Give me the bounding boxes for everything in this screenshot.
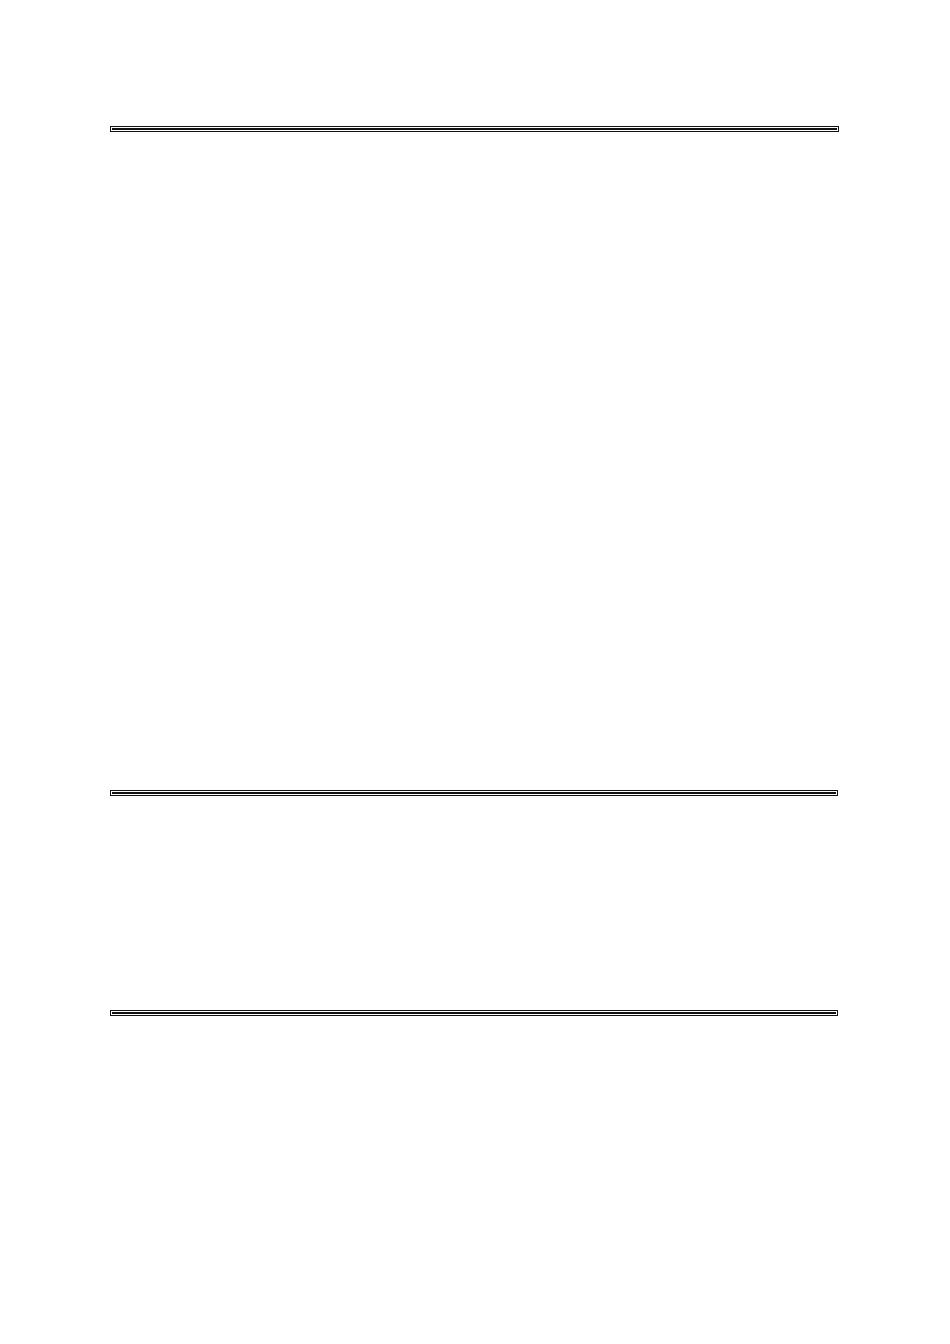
car-wash-quota-table [110, 790, 838, 796]
water-quota-table-continued [110, 126, 839, 132]
fixture-flow-table [110, 1010, 838, 1016]
